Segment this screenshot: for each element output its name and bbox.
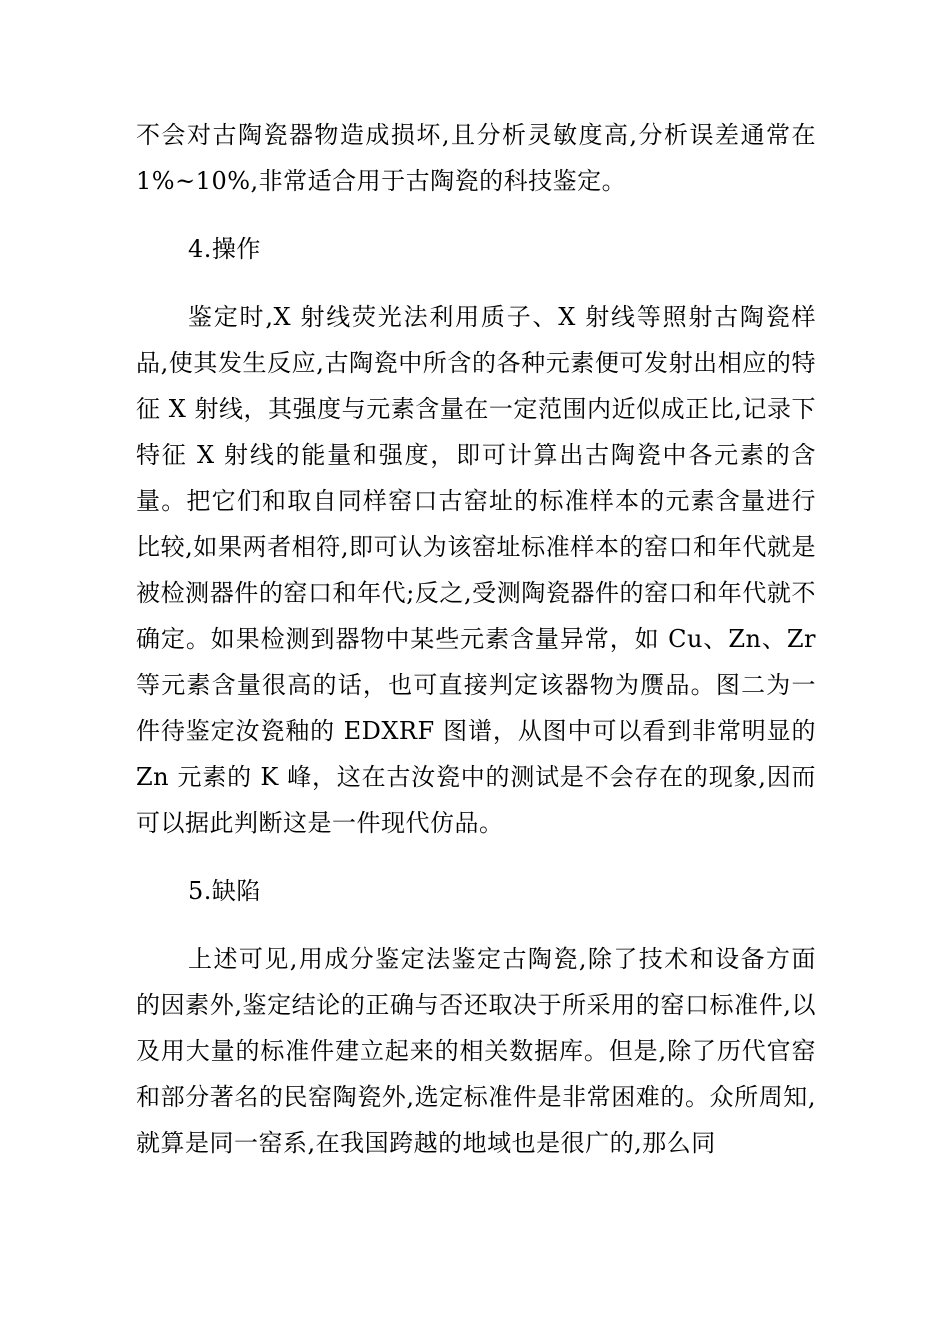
document-body — [136, 112, 816, 1188]
section-heading-operation: 4.操作 — [188, 235, 261, 263]
paragraph-defects: 上述可见,用成分鉴定法鉴定古陶瓷,除了技术和设备方面的因素外,鉴定结论的正确与否还取决于所采用的窑口标准件,以及用大量的标准件建立起来的相关数据库。但是,除了历代官窑和部分著名的民窑陶瓷外,选定标准件是非常困难的。众所周知,就算是同一窑系,在我国跨越的地域也是很广的,那么同 — [136, 945, 816, 1157]
paragraph-operation: 鉴定时,X 射线荧光法利用质子、X 射线等照射古陶瓷样品,使其发生反应,古陶瓷中所含的各种元素便可发射出相应的特征 X 射线，其强度与元素含量在一定范围内近似成正比,记录下特征 X 射线的能量和强度，即可计算出古陶瓷中各元素的含量。把它们和取自同样窑口古窑址的标准样本的元素含量进行比较,如果两者相符,即可认为该窑址标准样本的窑口和年代就是被检测器件的窑口和年代;反之,受测陶瓷器件的窑口和年代就不确定。如果检测到器物中某些元素含量异常，如 Cu、Zn、Zr 等元素含量很高的话，也可直接判定该器物为赝品。图二为一件待鉴定汝瓷釉的 EDXRF 图谱，从图中可以看到非常明显的 Zn 元素的 K 峰，这在古汝瓷中的测试是不会存在的现象,因而可以据此判断这是一件现代仿品。 — [136, 303, 816, 837]
paragraph-continuation: 不会对古陶瓷器物造成损坏,且分析灵敏度高,分析误差通常在1%~10%,非常适合用于古陶瓷的科技鉴定。 — [136, 121, 816, 195]
section-heading-defects: 5.缺陷 — [188, 877, 261, 905]
